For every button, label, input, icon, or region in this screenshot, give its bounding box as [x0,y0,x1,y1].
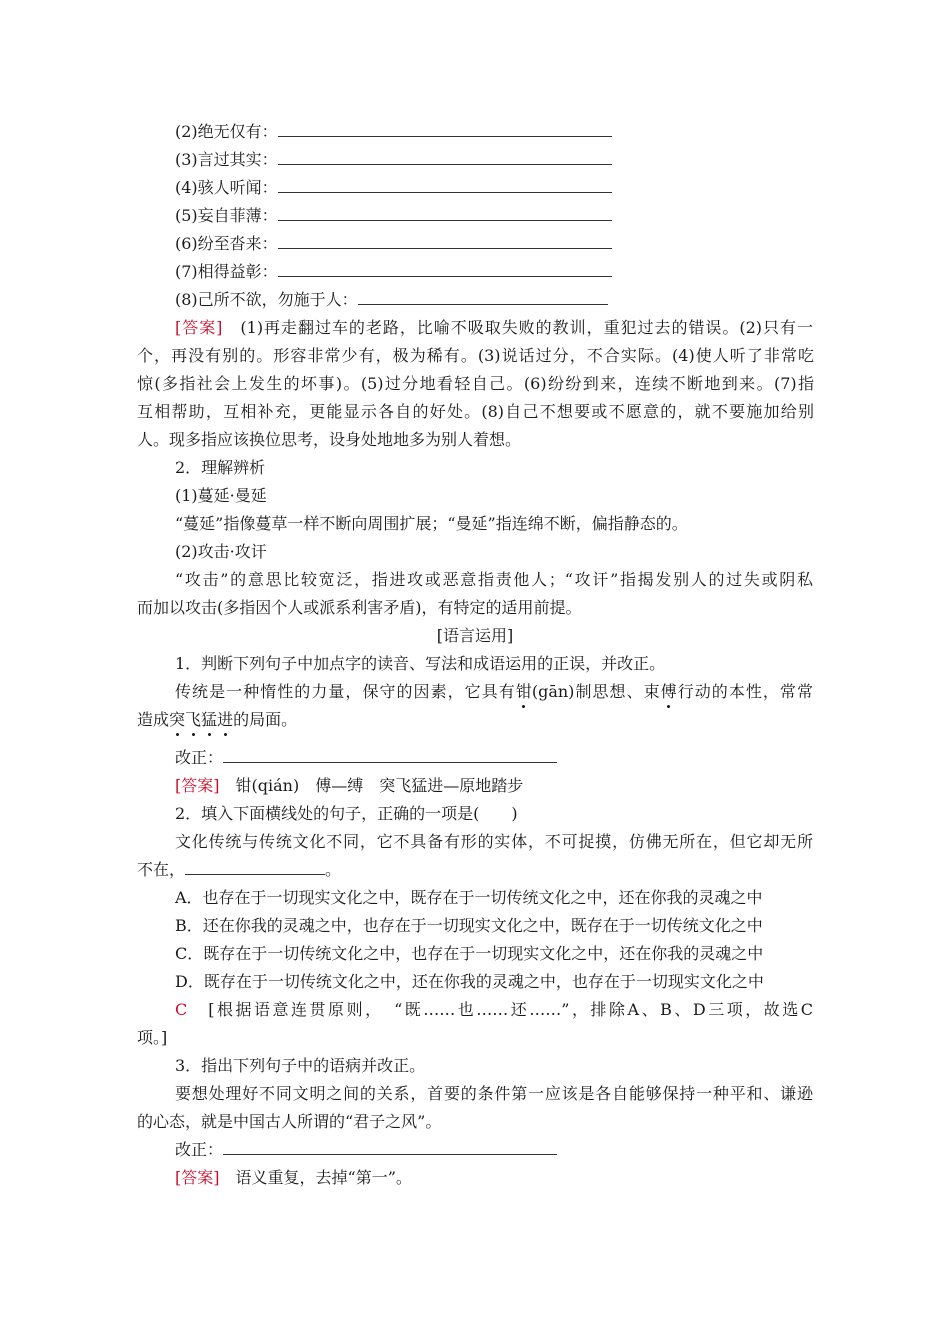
item-label: (3)言过其实： [175,150,278,169]
answer-line: 惊(多指社会上发生的坏事)。(5)过分地看轻自己。(6)纷纷到来，连续不断地到来。(7)指 [137,374,814,393]
question-sentence: 不在， 。 [137,860,342,879]
question-prompt: 2．填入下面横线处的句子，正确的一项是( ) [175,804,518,823]
option-a[interactable]: A．也存在于一切现实文化之中，既存在于一切传统文化之中，还在你我的灵魂之中 [175,888,763,907]
item-label: (2)绝无仅有： [175,122,278,141]
question-prompt: 1．判断下列句子中加点字的读音、写法和成语运用的正误，并改正。 [175,654,666,673]
answer-line: 互相帮助，互相补充，更能显示各自的好处。(8)自己不想要或不愿意的，就不要施加给别 [137,402,814,421]
option-b[interactable]: B．还在你我的灵魂之中，也存在于一切现实文化之中，既存在于一切传统文化之中 [175,916,763,935]
answer-line: 人。现多指应该换位思考，设身处地地多为别人着想。 [137,430,522,449]
question-sentence: 的心态，就是中国古人所谓的“君子之风”。 [137,1112,442,1131]
word-pair-text: “蔓延”指像蔓草一样不断向周围扩展；“曼延”指连绵不断，偏指静态的。 [175,514,688,533]
option-c[interactable]: C．既存在于一切传统文化之中，也存在于一切现实文化之中，还在你我的灵魂之中 [175,944,764,963]
word-pair-heading: (1)蔓延·曼延 [175,486,267,505]
answer-blank[interactable] [278,206,612,221]
answer-line: [答案] 钳(qián) 傅—缚 突飞猛进—原地踏步 [175,776,524,795]
answer-blank[interactable] [278,178,612,193]
item-label: (4)骇人听闻： [175,178,278,197]
answer-blank[interactable] [358,290,608,305]
fix-blank[interactable] [223,748,557,763]
vocab-item [175,150,612,170]
dotted-char: 突 [169,710,186,729]
fix-line: 改正： [175,1140,557,1160]
vocab-item [175,206,612,226]
question-sentence: 文化传统与传统文化不同，它不具备有形的实体，不可捉摸，仿佛无所在，但它却无所 [175,832,813,851]
option-d[interactable]: D．既存在于一切传统文化之中，还在你我的灵魂之中，也存在于一切现实文化之中 [175,972,764,991]
section-heading: 2．理解辨析 [175,458,266,477]
answer-line: C [根据语意连贯原则， “既……也……还……”，排除A、B、D三项，故选C [175,1000,813,1019]
answer-tag: [答案] [175,318,223,337]
answer-line: 项。] [137,1028,168,1047]
answer-blank[interactable] [278,150,612,165]
dotted-char: 猛 [201,710,218,729]
dotted-char: 飞 [185,710,202,729]
section-title: [语言运用] [436,626,514,645]
answer-key: C [175,1000,188,1019]
fix-blank[interactable] [223,1140,557,1155]
vocab-item [175,178,612,198]
answer-blank[interactable] [278,234,612,249]
vocab-item [175,262,612,282]
fill-blank[interactable] [185,860,325,875]
question-sentence: 造成突飞猛进的局面。 [137,710,298,729]
item-label: (8)己所不欲，勿施于人： [175,290,358,309]
word-pair-text: “攻击”的意思比较宽泛，指进攻或恶意指责他人；“攻讦”指揭发别人的过失或阴私 [175,570,813,589]
dotted-char: 进 [217,710,234,729]
question-sentence: 要想处理好不同文明之间的关系，首要的条件第一应该是各自能够保持一种平和、谦逊 [175,1084,813,1103]
vocab-item [175,122,612,142]
vocab-item [175,234,612,254]
word-pair-text: 而加以攻击(多指因个人或派系利害矛盾)，有特定的适用前提。 [137,598,582,617]
item-label: (7)相得益彰： [175,262,278,281]
fix-line: 改正： [175,748,557,768]
answer-line: [答案] (1)再走翻过车的老路，比喻不吸取失败的教训，重犯过去的错误。(2)只有一 [175,318,813,337]
vocab-item [175,290,608,310]
answer-line: [答案] 语义重复，去掉“第一”。 [175,1168,412,1187]
question-sentence: 传统是一种惰性的力量，保守的因素，它具有钳(gān)制思想、束傅行动的本性，常常 [175,682,813,701]
answer-blank[interactable] [278,122,612,137]
answer-blank[interactable] [278,262,612,277]
word-pair-heading: (2)攻击·攻讦 [175,542,267,561]
question-prompt: 3．指出下列句子中的语病并改正。 [175,1056,426,1075]
dotted-char: 钳 [515,682,532,701]
answer-tag: [答案] [175,776,220,795]
answer-line: 个，再没有别的。形容非常少有，极为稀有。(3)说话过分，不合实际。(4)使人听了非常吃 [137,346,814,365]
dotted-char: 傅 [660,682,677,701]
item-label: (6)纷至沓来： [175,234,278,253]
item-label: (5)妄自菲薄： [175,206,278,225]
answer-tag: [答案] [175,1168,220,1187]
